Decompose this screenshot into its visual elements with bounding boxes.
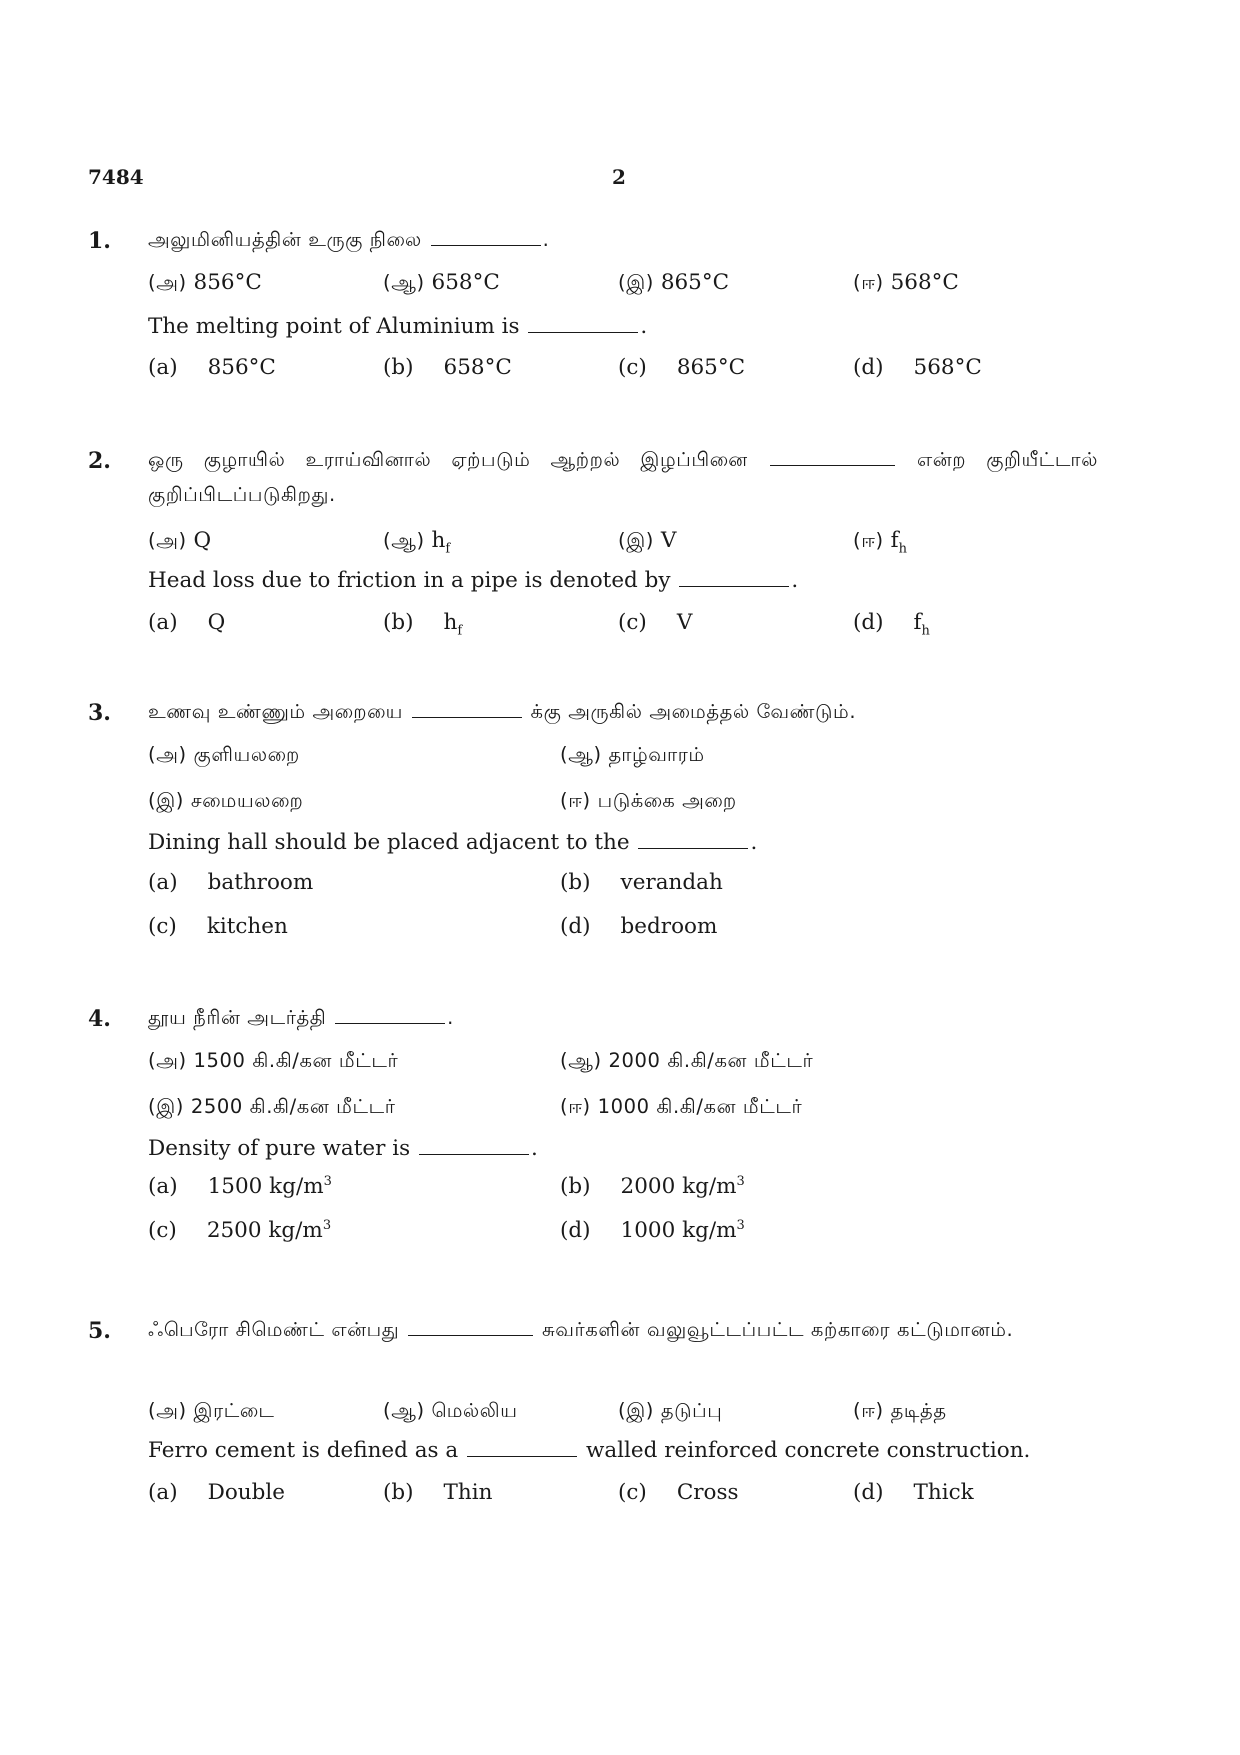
option-label: (d) [853,355,884,380]
question-text-english [148,1438,1030,1463]
question-number: 4. [88,1006,111,1032]
option-label: (a) [148,1174,178,1200]
option-english-b [383,355,512,380]
option-tamil-3 [148,1094,396,1121]
option-value: Q [207,610,226,635]
option-tamil-3 [618,270,729,297]
option-english-c [618,610,692,635]
option-tamil-1 [148,1398,274,1425]
option-value: 2000 kg/m [620,1174,737,1200]
option-tamil-2 [383,270,500,297]
option-label: (d) [560,914,591,939]
text-part: The melting point of Aluminium is [148,314,520,339]
option-english-b [560,1174,745,1199]
option-label: (ஆ) [383,1399,425,1422]
option-value: f [890,528,899,553]
question-text-tamil [148,700,856,726]
option-label: (c) [618,1480,647,1505]
option-label: (d) [853,1480,884,1505]
option-value: 568°C [890,270,959,295]
option-subscript: f [445,541,451,557]
answer-blank [679,585,789,587]
option-value: 658°C [443,355,512,380]
question-number: 5. [88,1318,111,1344]
option-label: (ஆ) [383,529,425,552]
option-label: (அ) [148,1049,187,1072]
text-part: Ferro cement is defined as a [148,1438,459,1463]
option-value: Double [207,1480,286,1505]
option-value: 568°C [913,355,982,380]
option-english-b [383,610,462,638]
option-label: (ஈ) [853,529,884,552]
option-value: 865°C [660,270,730,295]
option-superscript: 3 [322,1218,332,1233]
option-tamil-1 [148,742,300,769]
option-label: (b) [560,870,591,895]
option-english-c [148,1218,331,1243]
option-value: 1500 kg/m [207,1174,324,1200]
text-part: அலுமினியத்தின் உருகு நிலை [148,228,422,251]
option-value: V [676,610,693,635]
option-superscript: 3 [323,1174,332,1189]
option-english-a [148,1174,332,1199]
question-text-english [148,314,647,339]
option-value: bathroom [207,870,314,895]
option-value: Q [193,528,212,553]
option-label: (b) [383,355,414,380]
option-english-d [853,610,930,638]
option-tamil-2 [560,1048,813,1075]
option-label: (ஆ) [560,1049,602,1072]
option-value: படுக்கை அறை [597,789,737,812]
option-label: (ஈ) [560,1095,591,1118]
option-tamil-4 [560,788,737,815]
option-subscript: h [921,623,930,639]
option-value: 865°C [676,355,746,380]
page-number: 2 [612,165,626,189]
option-label: (இ) [618,271,654,294]
option-label: (c) [148,914,177,939]
option-label: (b) [383,610,414,635]
option-english-d [853,355,982,380]
option-value: மெல்லிய [431,1399,518,1422]
option-value: 1000 kg/m [620,1218,737,1244]
text-part: ஃபெரோ சிமெண்ட் என்பது [148,1318,400,1341]
text-part: தூய நீரின் அடர்த்தி [148,1006,327,1029]
option-english-d [560,914,717,939]
option-label: (இ) [148,789,184,812]
option-value: தாழ்வாரம் [608,743,705,766]
option-value: இரட்டை [193,1399,275,1422]
option-superscript: 3 [736,1174,745,1189]
option-value: 1500 கி.கி/கன மீட்டர் [193,1049,399,1072]
option-english-c [618,1480,739,1505]
option-label: (a) [148,355,178,380]
question-number: 3. [88,700,111,726]
option-value: 1000 கி.கி/கன மீட்டர் [597,1095,803,1118]
question-text-english [148,1136,538,1161]
option-value: Thin [443,1480,493,1505]
question-text-english [148,830,757,855]
option-value: Thick [913,1480,974,1505]
option-tamil-1 [148,1048,398,1075]
answer-blank [467,1455,577,1457]
option-value: சமையலறை [190,789,304,812]
answer-blank [638,847,748,849]
option-tamil-2 [383,528,450,556]
option-label: (d) [853,610,884,635]
option-subscript: h [898,541,907,557]
paper-code: 7484 [88,165,144,189]
question-text-tamil [148,1006,454,1032]
question-text-english [148,568,798,593]
option-label: (b) [560,1174,591,1200]
text-part: Head loss due to friction in a pipe is denoted by [148,568,671,593]
option-value: h [443,610,458,635]
answer-blank [412,716,522,718]
option-english-a [148,610,225,635]
option-value: குளியலறை [193,743,300,766]
option-value: V [660,528,677,553]
option-tamil-1 [148,270,262,297]
option-english-c [618,355,745,380]
question-text-tamil [148,1312,1098,1347]
option-tamil-2 [383,1398,518,1425]
question-text-tamil [148,442,1098,512]
option-english-c [148,914,288,939]
option-value: 658°C [431,270,500,295]
text-part: . [447,1006,454,1029]
question-text-tamil [148,228,549,254]
option-label: (c) [618,355,647,380]
text-part: என்ற குறியீட்டால் குறிப்பிடப்படுகிறது. [148,448,1098,506]
option-tamil-2 [560,742,705,769]
text-part: . [640,314,648,339]
text-part: Density of pure water is [148,1136,411,1161]
option-value: 2000 கி.கி/கன மீட்டர் [608,1049,814,1072]
text-part: சுவர்களின் வலுவூட்டப்பட்ட கற்காரை கட்டுமானம். [541,1318,1014,1341]
option-tamil-3 [618,1398,722,1425]
option-tamil-3 [618,528,676,555]
option-label: (இ) [148,1095,184,1118]
answer-blank [528,331,638,333]
answer-blank [335,1022,445,1024]
option-value: verandah [620,870,723,895]
option-tamil-4 [853,270,959,297]
text-part: . [530,1136,538,1161]
option-english-a [148,870,313,895]
option-value: h [431,528,446,553]
option-label: (அ) [148,529,187,552]
option-value: தடித்த [890,1399,947,1422]
option-tamil-4 [560,1094,802,1121]
option-tamil-4 [853,1398,947,1425]
option-superscript: 3 [736,1218,745,1233]
option-label: (ஈ) [853,271,884,294]
option-label: (a) [148,1480,178,1505]
option-value: 2500 kg/m [206,1218,323,1244]
option-english-d [853,1480,974,1505]
option-label: (d) [560,1218,591,1244]
option-subscript: f [457,623,463,639]
option-label: (a) [148,870,178,895]
option-label: (இ) [618,1399,654,1422]
option-label: (அ) [148,271,187,294]
text-part: . [750,830,758,855]
option-value: 2500 கி.கி/கன மீட்டர் [190,1095,396,1118]
question-number: 2. [88,448,111,474]
option-label: (c) [148,1218,177,1244]
option-label: (ஆ) [560,743,602,766]
option-value: 856°C [207,355,276,380]
question-number: 1. [88,228,111,254]
option-english-b [560,870,723,895]
text-part: ஒரு குழாயில் உராய்வினால் ஏற்படும் ஆற்றல் இழப்பினை [148,448,748,471]
option-tamil-4 [853,528,907,556]
option-label: (c) [618,610,647,635]
text-part: . [791,568,799,593]
text-part: . [542,228,550,251]
option-english-a [148,1480,285,1505]
option-label: (b) [383,1480,414,1505]
text-part: Dining hall should be placed adjacent to the [148,830,630,855]
option-label: (அ) [148,1399,187,1422]
option-value: f [913,610,922,635]
option-english-b [383,1480,492,1505]
answer-blank [408,1334,533,1336]
option-tamil-1 [148,528,211,555]
text-part: உணவு உண்ணும் அறையை [148,700,403,723]
option-value: 856°C [193,270,262,295]
option-value: தடுப்பு [660,1399,723,1422]
text-part: walled reinforced concrete construction. [585,1438,1031,1463]
answer-blank [431,244,541,246]
option-label: (ஈ) [853,1399,884,1422]
option-tamil-3 [148,788,303,815]
option-value: Cross [676,1480,739,1505]
option-label: (ஆ) [383,271,425,294]
option-label: (இ) [618,529,654,552]
answer-blank [770,464,895,466]
option-label: (a) [148,610,178,635]
answer-blank [419,1153,529,1155]
option-label: (அ) [148,743,187,766]
option-label: (ஈ) [560,789,591,812]
option-value: bedroom [620,914,718,939]
option-english-a [148,355,276,380]
option-value: kitchen [206,914,288,939]
option-english-d [560,1218,745,1243]
text-part: க்கு அருகில் அமைத்தல் வேண்டும். [530,700,857,723]
